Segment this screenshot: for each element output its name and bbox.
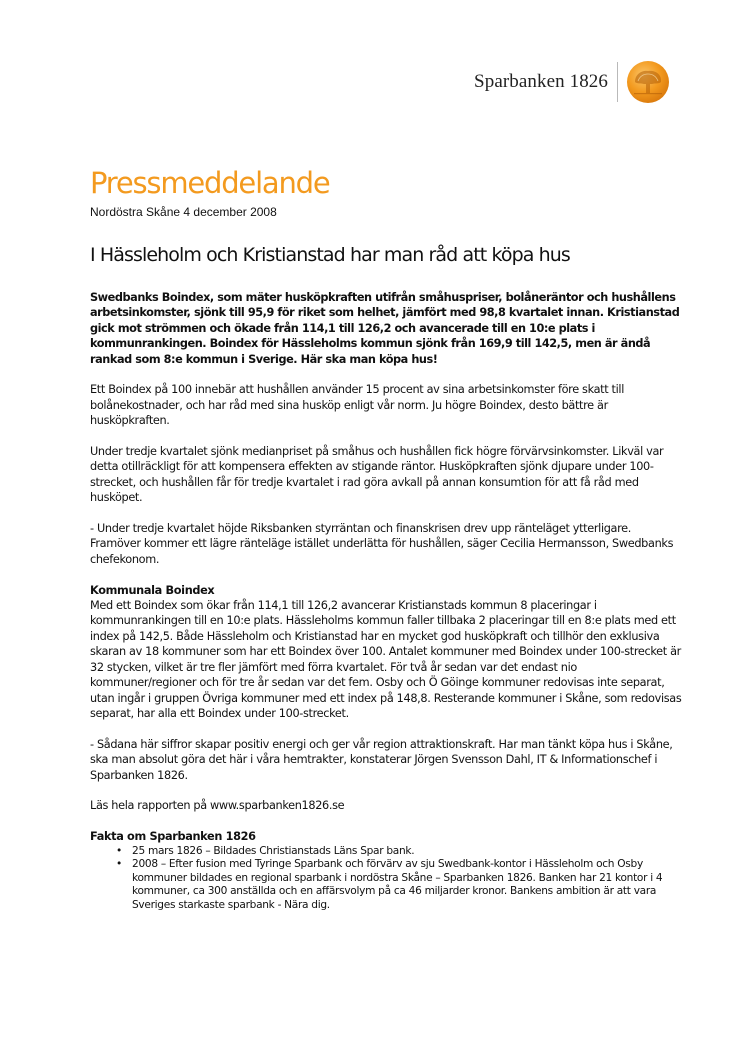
body-paragraph: Med ett Boindex som ökar från 114,1 till 126,2 avancerar Kristianstads kommun 8 placeringar i kommunrankingen till en 10:e plats. Hässleholms kommun faller tillbaka 2 placeringar till en 8:e plats med ett index på 142,5. Både Hässleholm och Kristianstad har en mycket god husköpkraft och tillhör den exklusiva skaran av 18 kommuner som har ett Boindex över 100. Antalet kommuner med Boindex under 100-strecket är 32 stycken, vilket är tre fler jämfört med förra kvartalet. För två år sedan var det endast nio kommuner/regioner och för tre år sedan var det fem. Osby och Ö Göinge kommuner redovisas inte separat, utan ingår i gruppen Övriga kommuner med ett index på 148,8. Resterande kommuner i Skåne, som redovisas separat, har alla ett Boindex under 100-strecket. — [90, 599, 682, 720]
list-item — [90, 858, 682, 912]
quote-paragraph: - Under tredje kvartalet höjde Riksbanken styrräntan och finanskrisen drev upp ränteläget ytterligare. Framöver kommer ett lägre ränteläge istället underlätta för hushållen, säger Cecilia Hermansson, Swedbanks chefekonom. — [90, 522, 674, 566]
fact-text: 2008 – Efter fusion med Tyringe Sparbank och förvärv av sju Swedbank-kontor i Hässleholm och Osby kommuner bildades en regional sparbank i nordöstra Skåne – Sparbanken 1826. Banken har 21 kontor i 4 kommuner, ca 300 anställda och en affärsvolym på ca 46 miljarder kronor. Bankens ambition är att vara Sveriges starkaste sparbank - Nära dig. — [132, 858, 663, 911]
section-title-kommunala-boindex: Kommunala Boindex — [90, 583, 215, 597]
facts-list — [90, 845, 682, 913]
page-header — [474, 60, 670, 104]
bullet-icon: • — [116, 858, 122, 871]
fact-text: 25 mars 1826 – Bildades Christianstads Läns Spar bank. — [132, 844, 415, 857]
dateline: Nordöstra Skåne 4 december 2008 — [90, 205, 277, 219]
body-paragraph: Ett Boindex på 100 innebär att hushållen använder 15 procent av sina arbetsinkomster före skatt till bolånekostnader, och har råd med sina husköp enligt vår norm. Ju högre Boindex, desto bättre är husköpkraften. — [90, 383, 624, 428]
facts-title: Fakta om Sparbanken 1826 — [90, 830, 256, 844]
quote-paragraph: - Sådana här siffror skapar positiv energi och ger vår region attraktionskraft. Har man tänkt köpa hus i Skåne, ska man absolut göra det här i våra hemtrakter, konstaterar Jörgen Svensson Dahl, IT & Informationschef i Sparbanken 1826. — [90, 737, 673, 782]
brand-divider — [617, 62, 618, 102]
document-title: Pressmeddelande — [90, 166, 330, 200]
press-release-body — [90, 290, 682, 912]
body-paragraph: Under tredje kvartalet sjönk medianpriset på småhus och hushållen fick högre förvärvsinkomster. Likväl var detta otillräckligt för att kompensera effekten av stigande räntor. Husköpkraften sjönk djupare under 100-strecket, och hushållen får för tredje kvartalet i rad göra avkall på annan konsumtion för att få råd med husköpet. — [90, 445, 664, 505]
report-link-paragraph: Läs hela rapporten på www.sparbanken1826.se — [90, 799, 345, 813]
brand-name: Sparbanken 1826 — [474, 71, 608, 92]
headline: I Hässleholm och Kristianstad har man råd att köpa hus — [90, 244, 570, 266]
lead-paragraph: Swedbanks Boindex, som mäter husköpkraften utifrån småhuspriser, bolåneräntor och hushållens arbetsinkomster, sjönk till 95,9 för riket som helhet, jämfört med 98,8 kvartalet innan. Kristianstad gick mot strömmen och ökade från 114,1 till 126,2 och avancerade till en 10:e plats i kommunrankingen. Boindex för Hässleholms kommun sjönk från 169,9 till 142,5, men är ändå rankad som 8:e kommun i Sverige. Här ska man köpa hus! — [90, 291, 680, 366]
tree-logo-icon — [626, 60, 670, 104]
list-item — [90, 845, 682, 859]
bullet-icon: • — [116, 844, 122, 857]
